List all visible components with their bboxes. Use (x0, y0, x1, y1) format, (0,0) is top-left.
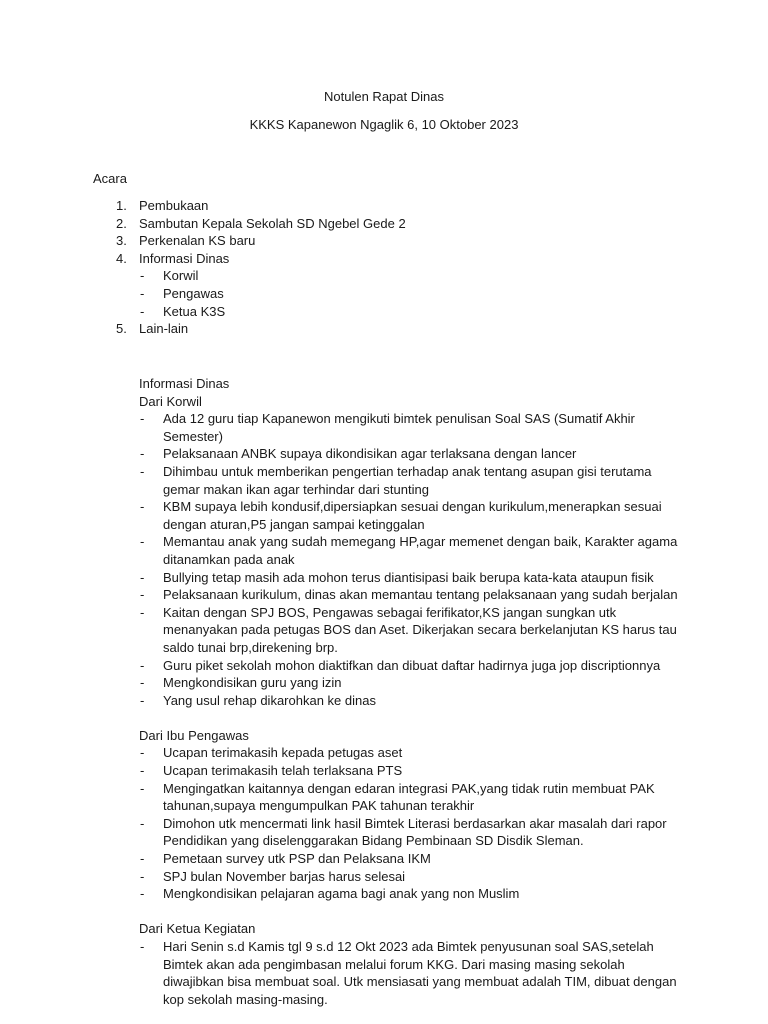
list-item-text: Mengkondisikan pelajaran agama bagi anak yang non Muslim (163, 886, 520, 902)
agenda-item-number: 4. (116, 250, 127, 266)
dash-bullet: - (140, 780, 145, 796)
spacer (0, 903, 768, 921)
agenda-item (0, 197, 768, 215)
agenda-item (0, 232, 768, 250)
list-item (0, 410, 768, 445)
info-section (0, 375, 768, 1008)
list-item-text: Kaitan dengan SPJ BOS, Pengawas sebagai ferifikator,KS jangan sungkan utk menanyakan pada petugas BOS dan Aset. Dikerjakan secara berkelanjutan KS harus tau saldo tunai brp,direkening brp. (163, 604, 677, 655)
agenda-item-text: Informasi Dinas (139, 250, 230, 266)
dash-bullet: - (140, 815, 145, 831)
agenda-item-number: 1. (116, 198, 127, 213)
list-item (0, 692, 768, 710)
list-item-text: Dimohon utk mencermati link hasil Bimtek Literasi berdasarkan akar masalah dari rapor Pendidikan yang diselenggarakan Bidang Pembinaan SD Disdik Sleman. (163, 815, 667, 849)
agenda-item-text: Lain-lain (139, 321, 189, 337)
dash-bullet: - (140, 587, 145, 603)
agenda-list (0, 197, 768, 338)
dash-bullet: - (140, 303, 145, 319)
list-item (0, 868, 768, 886)
agenda-item (0, 250, 768, 268)
dash-bullet: - (140, 886, 145, 902)
list-item (0, 445, 768, 463)
list-item-text: KBM supaya lebih kondusif,dipersiapkan sesuai dengan kurikulum,menerapkan sesuai dengan aturan,P5 jangan sampai ketinggalan (163, 499, 662, 532)
dash-bullet: - (140, 411, 145, 427)
list-item (0, 850, 768, 868)
agenda-item-number: 2. (116, 215, 127, 231)
dash-bullet: - (140, 268, 145, 284)
list-item-text: Yang usul rehap dikarohkan ke dinas (163, 692, 376, 708)
list-item-text: Memantau anak yang sudah memegang HP,agar memenet dengan baik, Karakter agama ditanamkan pada anak (163, 534, 678, 567)
agenda-sub-item-text: Korwil (163, 268, 199, 284)
dash-bullet: - (140, 446, 145, 462)
dash-bullet: - (140, 851, 145, 867)
list-item-text: Ada 12 guru tiap Kapanewon mengikuti bimtek penulisan Soal SAS (Sumatif Akhir Semester) (163, 411, 635, 444)
list-item (0, 657, 768, 675)
dash-bullet: - (140, 745, 145, 761)
list-item-text: Hari Senin s.d Kamis tgl 9 s.d 12 Okt 2023 ada Bimtek penyusunan soal SAS,setelah Bimtek akan ada pengimbasan melalui forum KKG. Dari masing masing sekolah diwajibkan bisa membuat soal. Utk mensiasati yang membuat adalah TIM, dibuat dengan kop sekolah masing-masing. (163, 939, 677, 1007)
list-item-text: Pemetaan survey utk PSP dan Pelaksana IKM (163, 851, 431, 867)
list-item-text: Mengkondisikan guru yang izin (163, 675, 342, 691)
list-item (0, 938, 768, 1008)
dash-bullet: - (140, 692, 145, 708)
dash-bullet: - (140, 939, 145, 954)
agenda-sub-item (0, 303, 768, 321)
agenda-item-number: 5. (116, 321, 127, 337)
dash-bullet: - (140, 499, 145, 515)
list-item (0, 533, 768, 568)
list-item (0, 569, 768, 587)
dash-bullet: - (140, 463, 145, 479)
agenda-heading: Acara (93, 171, 127, 186)
list-item (0, 885, 768, 903)
agenda-item-text: Perkenalan KS baru (139, 233, 256, 249)
document-title: Notulen Rapat Dinas (324, 89, 444, 104)
agenda-item-number: 3. (116, 233, 127, 249)
list-item (0, 744, 768, 762)
korwil-heading: Dari Korwil (139, 393, 202, 409)
document-subtitle: KKKS Kapanewon Ngaglik 6, 10 Oktober 2023 (249, 117, 519, 132)
list-item-text: Mengingatkan kaitannya dengan edaran integrasi PAK,yang tidak rutin membuat PAK tahunan,supaya mengumpulkan PAK tahunan terakhir (163, 780, 655, 814)
list-item (0, 762, 768, 780)
info-heading: Informasi Dinas (139, 376, 230, 391)
pengawas-heading: Dari Ibu Pengawas (139, 727, 249, 743)
list-item-text: Pelaksanaan kurikulum, dinas akan memantau tentang pelaksanaan yang sudah berjalan (163, 587, 678, 603)
list-item-text: Ucapan terimakasih kepada petugas aset (163, 745, 403, 761)
dash-bullet: - (140, 604, 145, 620)
dash-bullet: - (140, 285, 145, 301)
list-item (0, 780, 768, 815)
list-item-text: Pelaksanaan ANBK supaya dikondisikan agar terlaksana dengan lancer (163, 446, 577, 462)
agenda-sub-item-text: Pengawas (163, 285, 224, 301)
list-item (0, 463, 768, 498)
dash-bullet: - (140, 569, 145, 585)
list-item (0, 604, 768, 657)
dash-bullet: - (140, 763, 145, 779)
list-item-text: Bullying tetap masih ada mohon terus diantisipasi baik berupa kata-kata ataupun fisik (163, 569, 654, 585)
list-item-text: Dihimbau untuk memberikan pengertian terhadap anak tentang asupan gisi terutama gemar makan ikan agar terhindar dari stunting (163, 463, 652, 497)
ketua-heading: Dari Ketua Kegiatan (139, 921, 256, 937)
dash-bullet: - (140, 868, 145, 884)
agenda-item-text: Pembukaan (139, 198, 209, 213)
agenda-item-text: Sambutan Kepala Sekolah SD Ngebel Gede 2 (139, 215, 406, 231)
list-item (0, 586, 768, 604)
dash-bullet: - (140, 534, 145, 550)
list-item (0, 498, 768, 533)
dash-bullet: - (140, 675, 145, 691)
agenda-sub-item (0, 267, 768, 285)
list-item-text: Guru piket sekolah mohon diaktifkan dan dibuat daftar hadirnya juga jop discriptionnya (163, 657, 661, 673)
agenda-item (0, 320, 768, 338)
agenda-item (0, 215, 768, 233)
spacer (0, 709, 768, 727)
agenda-sub-item (0, 285, 768, 303)
dash-bullet: - (140, 657, 145, 673)
list-item (0, 815, 768, 850)
agenda-sub-item-text: Ketua K3S (163, 303, 226, 319)
list-item-text: Ucapan terimakasih telah terlaksana PTS (163, 763, 403, 779)
list-item (0, 674, 768, 692)
list-item-text: SPJ bulan November barjas harus selesai (163, 868, 406, 884)
